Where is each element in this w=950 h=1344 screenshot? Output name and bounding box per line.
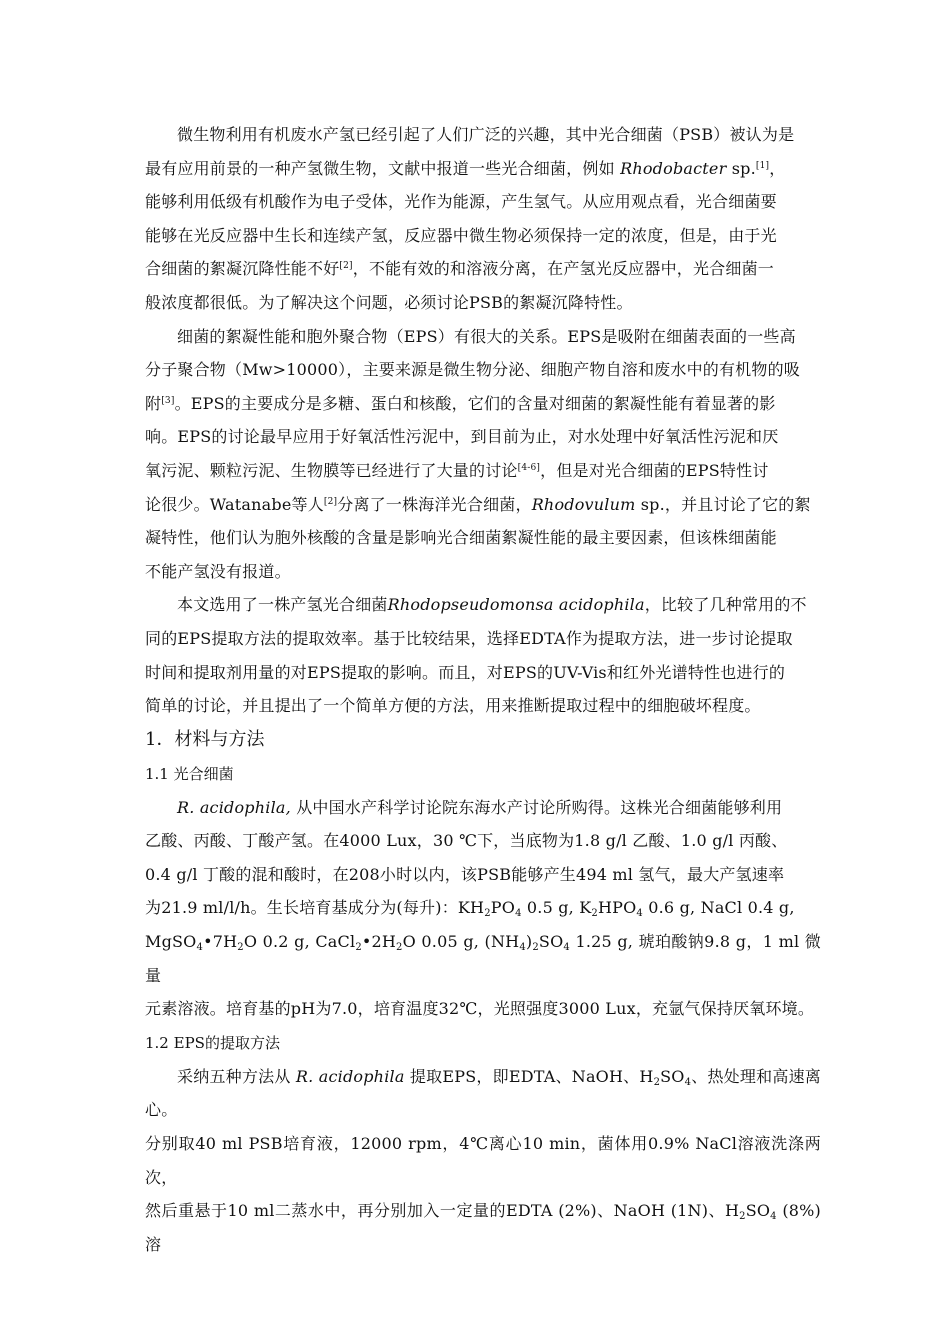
chemical-subscript: 4 xyxy=(770,1211,777,1223)
text-line: 0.4 g/l 丁酸的混和酸时，在208小时以内，该PSB能够产生494 ml 氢气，最大产氢速率 xyxy=(145,864,785,884)
chemical-subscript: 2 xyxy=(591,908,598,920)
text-line: 凝特性，他们认为胞外核酸的含量是影响光合细菌絮凝性能的最主要因素，但该株细菌能 xyxy=(145,528,777,548)
text-line: 元素溶液。培育基的pH为7.0，培育温度32℃，光照强度3000 Lux，充氩气保持厌氧环境。 xyxy=(145,999,815,1019)
text-line: $MgSO_4•7H_2O$ 0.2 g, $CaCl_2•2H_2O$ 0.05 g, $(NH_4)_2SO_4$ 1.25 g, 琥珀酸钠9.8 g，1 ml 微量 xyxy=(145,932,822,985)
text-line: 合细菌的絮凝沉降性能不好[2]，不能有效的和溶液分离，在产氢光反应器中，光合细菌一 xyxy=(145,259,774,279)
text-line: 分别取40 ml PSB培育液，12000 rpm，4℃离心10 min，菌体用0.9% NaCl溶液洗涤两次， xyxy=(145,1134,821,1187)
paragraph-extraction-methods xyxy=(145,1060,821,1262)
chemical-subscript: 2 xyxy=(653,1076,661,1088)
chemical-subscript: 4 xyxy=(196,942,204,954)
text-line: 能够利用低级有机酸作为电子受体，光作为能源，产生氢气。从应用观点看，光合细菌要 xyxy=(145,192,777,212)
text-line: 乙酸、丙酸、丁酸产氢。在4000 Lux，30 ℃下，当底物为1.8 g/l 乙酸、1.0 g/l 丙酸、 xyxy=(145,831,788,851)
italic-term: Rhodovulum xyxy=(531,494,636,514)
chemical-subscript: 4 xyxy=(636,908,643,920)
text-line: 为21.9 ml/l/h。生长培育基成分为(每升)：$KH_2PO_4$ 0.5 g, $K_2HPO_4$ 0.6 g, NaCl 0.4 g, xyxy=(145,898,795,920)
text-line: 最有应用前景的一种产氢微生物，文献中报道一些光合细菌，例如 Rhodobacter sp.[1]， xyxy=(145,158,786,178)
text-line: 分子聚合物（Mw>10000），主要来源是微生物分泌、细胞产物自溶和废水中的有机物的吸 xyxy=(145,360,800,380)
text-line: 附[3]。EPS的主要成分是多糖、蛋白和核酸，它们的含量对细菌的絮凝性能有着显著的影 xyxy=(145,393,776,413)
subsection-heading-eps-extraction: 1.2 EPS的提取方法 xyxy=(145,1033,280,1052)
italic-term: Rhodopseudomonsa acidophila xyxy=(387,595,645,615)
italic-term: Rhodobacter xyxy=(620,158,727,178)
paragraph-intro-3 xyxy=(145,588,821,722)
text-line: 时间和提取剂用量的对EPS提取的影响。而且，对EPS的UV-Vis和红外光谱特性也进行的 xyxy=(145,662,786,682)
citation-superscript: [1] xyxy=(755,160,770,171)
chemical-subscript: 4 xyxy=(563,942,570,954)
text-line: 不能产氢没有报道。 xyxy=(145,561,291,581)
text-line: 简单的讨论，并且提出了一个简单方便的方法，用来推断提取过程中的细胞破坏程度。 xyxy=(145,696,761,716)
text-line: R. acidophila, 从中国水产科学讨论院东海水产讨论所购得。这株光合细菌能够利用 xyxy=(177,797,783,817)
citation-superscript: [4-6] xyxy=(517,462,541,473)
chemical-subscript: 4 xyxy=(515,908,522,920)
section-heading-materials-methods: 1．材料与方法 xyxy=(145,728,265,750)
chemical-subscript: 2 xyxy=(237,942,244,954)
text-line: 微生物利用有机废水产氢已经引起了人们广泛的兴趣，其中光合细菌（PSB）被认为是 xyxy=(177,125,795,144)
chemical-subscript: 4 xyxy=(684,1076,692,1088)
paragraph-intro-2 xyxy=(145,320,821,589)
chemical-subscript: 2 xyxy=(532,942,539,954)
text-line: 细菌的絮凝性能和胞外聚合物（EPS）有很大的关系。EPS是吸附在细菌表面的一些高 xyxy=(177,326,796,346)
text-line: 本文选用了一株产氢光合细菌Rhodopseudomonsa acidophila，比较了几种常用的不 xyxy=(177,595,807,615)
paper-page xyxy=(145,118,821,1261)
subsection-heading-photosynthetic-bacteria: 1.1 光合细菌 xyxy=(145,764,234,783)
paragraph-intro-1 xyxy=(145,118,821,320)
text-line: 然后重悬于10 ml二蒸水中，再分别加入一定量的EDTA (2%)、NaOH (1N)、$H_2SO_4$ (8%) 溶 xyxy=(145,1201,821,1254)
chemical-subscript: 2 xyxy=(396,942,403,954)
text-line: 氧污泥、颗粒污泥、生物膜等已经进行了大量的讨论[4-6]，但是对光合细菌的EPS特性讨 xyxy=(145,460,769,480)
italic-term: R. acidophila, xyxy=(177,797,291,817)
italic-term: R. acidophila xyxy=(295,1066,405,1086)
text-line: 般浓度都很低。为了解决这个问题，必须讨论PSB的絮凝沉降特性。 xyxy=(145,292,633,312)
text-line: 响。EPS的讨论最早应用于好氧活性污泥中，到目前为止，对水处理中好氧活性污泥和厌 xyxy=(145,427,779,447)
text-line: 能够在光反应器中生长和连续产氢，反应器中微生物必须保持一定的浓度，但是，由于光 xyxy=(145,225,777,245)
citation-superscript: [2] xyxy=(339,261,353,272)
citation-superscript: [2] xyxy=(323,496,338,507)
chemical-subscript: 2 xyxy=(484,908,491,920)
text-line: 采纳五种方法从 R. acidophila 提取EPS，即EDTA、NaOH、$H_2SO_4$、热处理和高速离心。 xyxy=(145,1066,822,1120)
chemical-subscript: 4 xyxy=(519,942,526,954)
text-line: 同的EPS提取方法的提取效率。基于比较结果，选择EDTA作为提取方法，进一步讨论提取 xyxy=(145,628,793,648)
text-line: 论很少。Watanabe等人[2]分离了一株海洋光合细菌，Rhodovulum sp.，并且讨论了它的絮 xyxy=(145,494,811,514)
chemical-subscript: 2 xyxy=(355,942,362,954)
chemical-subscript: 2 xyxy=(739,1211,746,1223)
citation-superscript: [3] xyxy=(161,395,175,406)
paragraph-bacteria-description xyxy=(145,791,821,1026)
